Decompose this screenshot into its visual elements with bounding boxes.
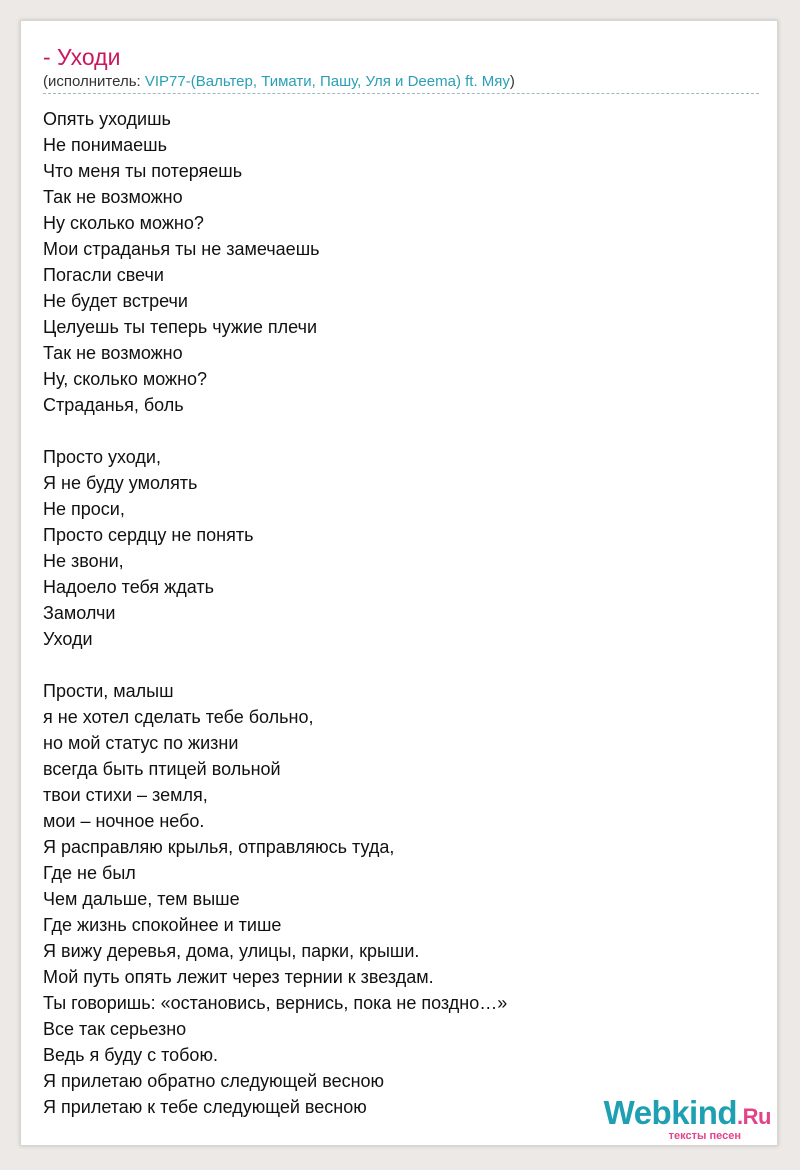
lyric-line: Опять уходишь	[43, 109, 171, 129]
lyrics-page-card	[20, 20, 778, 1146]
stanza-gap	[43, 652, 759, 678]
lyric-line: Не понимаешь	[43, 135, 167, 155]
lyric-line: Мой путь опять лежит через тернии к звездам.	[43, 967, 434, 987]
lyric-line: Страданья, боль	[43, 395, 184, 415]
stanza-gap	[43, 418, 759, 444]
lyric-line: мои – ночное небо.	[43, 811, 205, 831]
lyric-line: но мой статус по жизни	[43, 733, 239, 753]
webkind-logo[interactable]	[571, 1095, 771, 1145]
lyric-line: Так не возможно	[43, 187, 183, 207]
lyric-line: Мои страданья ты не замечаешь	[43, 239, 320, 259]
lyric-line: Не будет встречи	[43, 291, 188, 311]
lyric-line: Я расправляю крылья, отправляюсь туда,	[43, 837, 395, 857]
lyric-line: Все так серьезно	[43, 1019, 187, 1039]
lyric-line: Я прилетаю к тебе следующей весною	[43, 1097, 367, 1117]
lyric-line: Не проси,	[43, 499, 125, 519]
logo-name: Webkind	[603, 1094, 738, 1131]
lyric-line: Ну сколько можно?	[43, 213, 204, 233]
lyric-line: Не звони,	[43, 551, 124, 571]
lyric-line: Где не был	[43, 863, 136, 883]
lyric-line: Ты говоришь: «остановись, вернись, пока не поздно…»	[43, 993, 508, 1013]
artist-link[interactable]: VIP77-(Вальтер, Тимати, Пашу, Уля и Deema) ft. Мяу	[144, 73, 510, 90]
lyric-line: Я прилетаю обратно следующей весною	[43, 1071, 385, 1091]
artist-line	[43, 73, 515, 91]
lyric-line: Замолчи	[43, 603, 116, 623]
lyric-line: твои стихи – земля,	[43, 785, 208, 805]
lyric-line: Чем дальше, тем выше	[43, 889, 240, 909]
lyric-line: Погасли свечи	[43, 265, 164, 285]
lyric-line: Просто сердцу не понять	[43, 525, 254, 545]
lyrics-block	[43, 106, 759, 1120]
lyric-line: Надоело тебя ждать	[43, 577, 214, 597]
logo-wordmark	[604, 1095, 771, 1135]
dashed-divider	[43, 93, 759, 94]
artist-prefix: (исполнитель:	[43, 73, 145, 90]
lyric-line: Я вижу деревья, дома, улицы, парки, крыши.	[43, 941, 420, 961]
lyric-line: Целуешь ты теперь чужие плечи	[43, 317, 318, 337]
lyric-line: Просто уходи,	[43, 447, 161, 467]
lyric-line: Где жизнь спокойнее и тише	[43, 915, 282, 935]
lyric-line: я не хотел сделать тебе больно,	[43, 707, 314, 727]
song-title: - Уходи	[43, 44, 121, 70]
logo-tld: .Ru	[737, 1104, 771, 1129]
lyric-line: всегда быть птицей вольной	[43, 759, 281, 779]
lyric-line: Ведь я буду с тобою.	[43, 1045, 218, 1065]
lyric-line: Ну, сколько можно?	[43, 369, 208, 389]
logo-tagline: тексты песен	[668, 1130, 741, 1142]
lyric-line: Прости, малыш	[43, 681, 174, 701]
lyric-line: Так не возможно	[43, 343, 183, 363]
lyric-line: Уходи	[43, 629, 93, 649]
artist-suffix: )	[509, 73, 515, 90]
lyric-line: Что меня ты потеряешь	[43, 161, 243, 181]
lyric-line: Я не буду умолять	[43, 473, 198, 493]
